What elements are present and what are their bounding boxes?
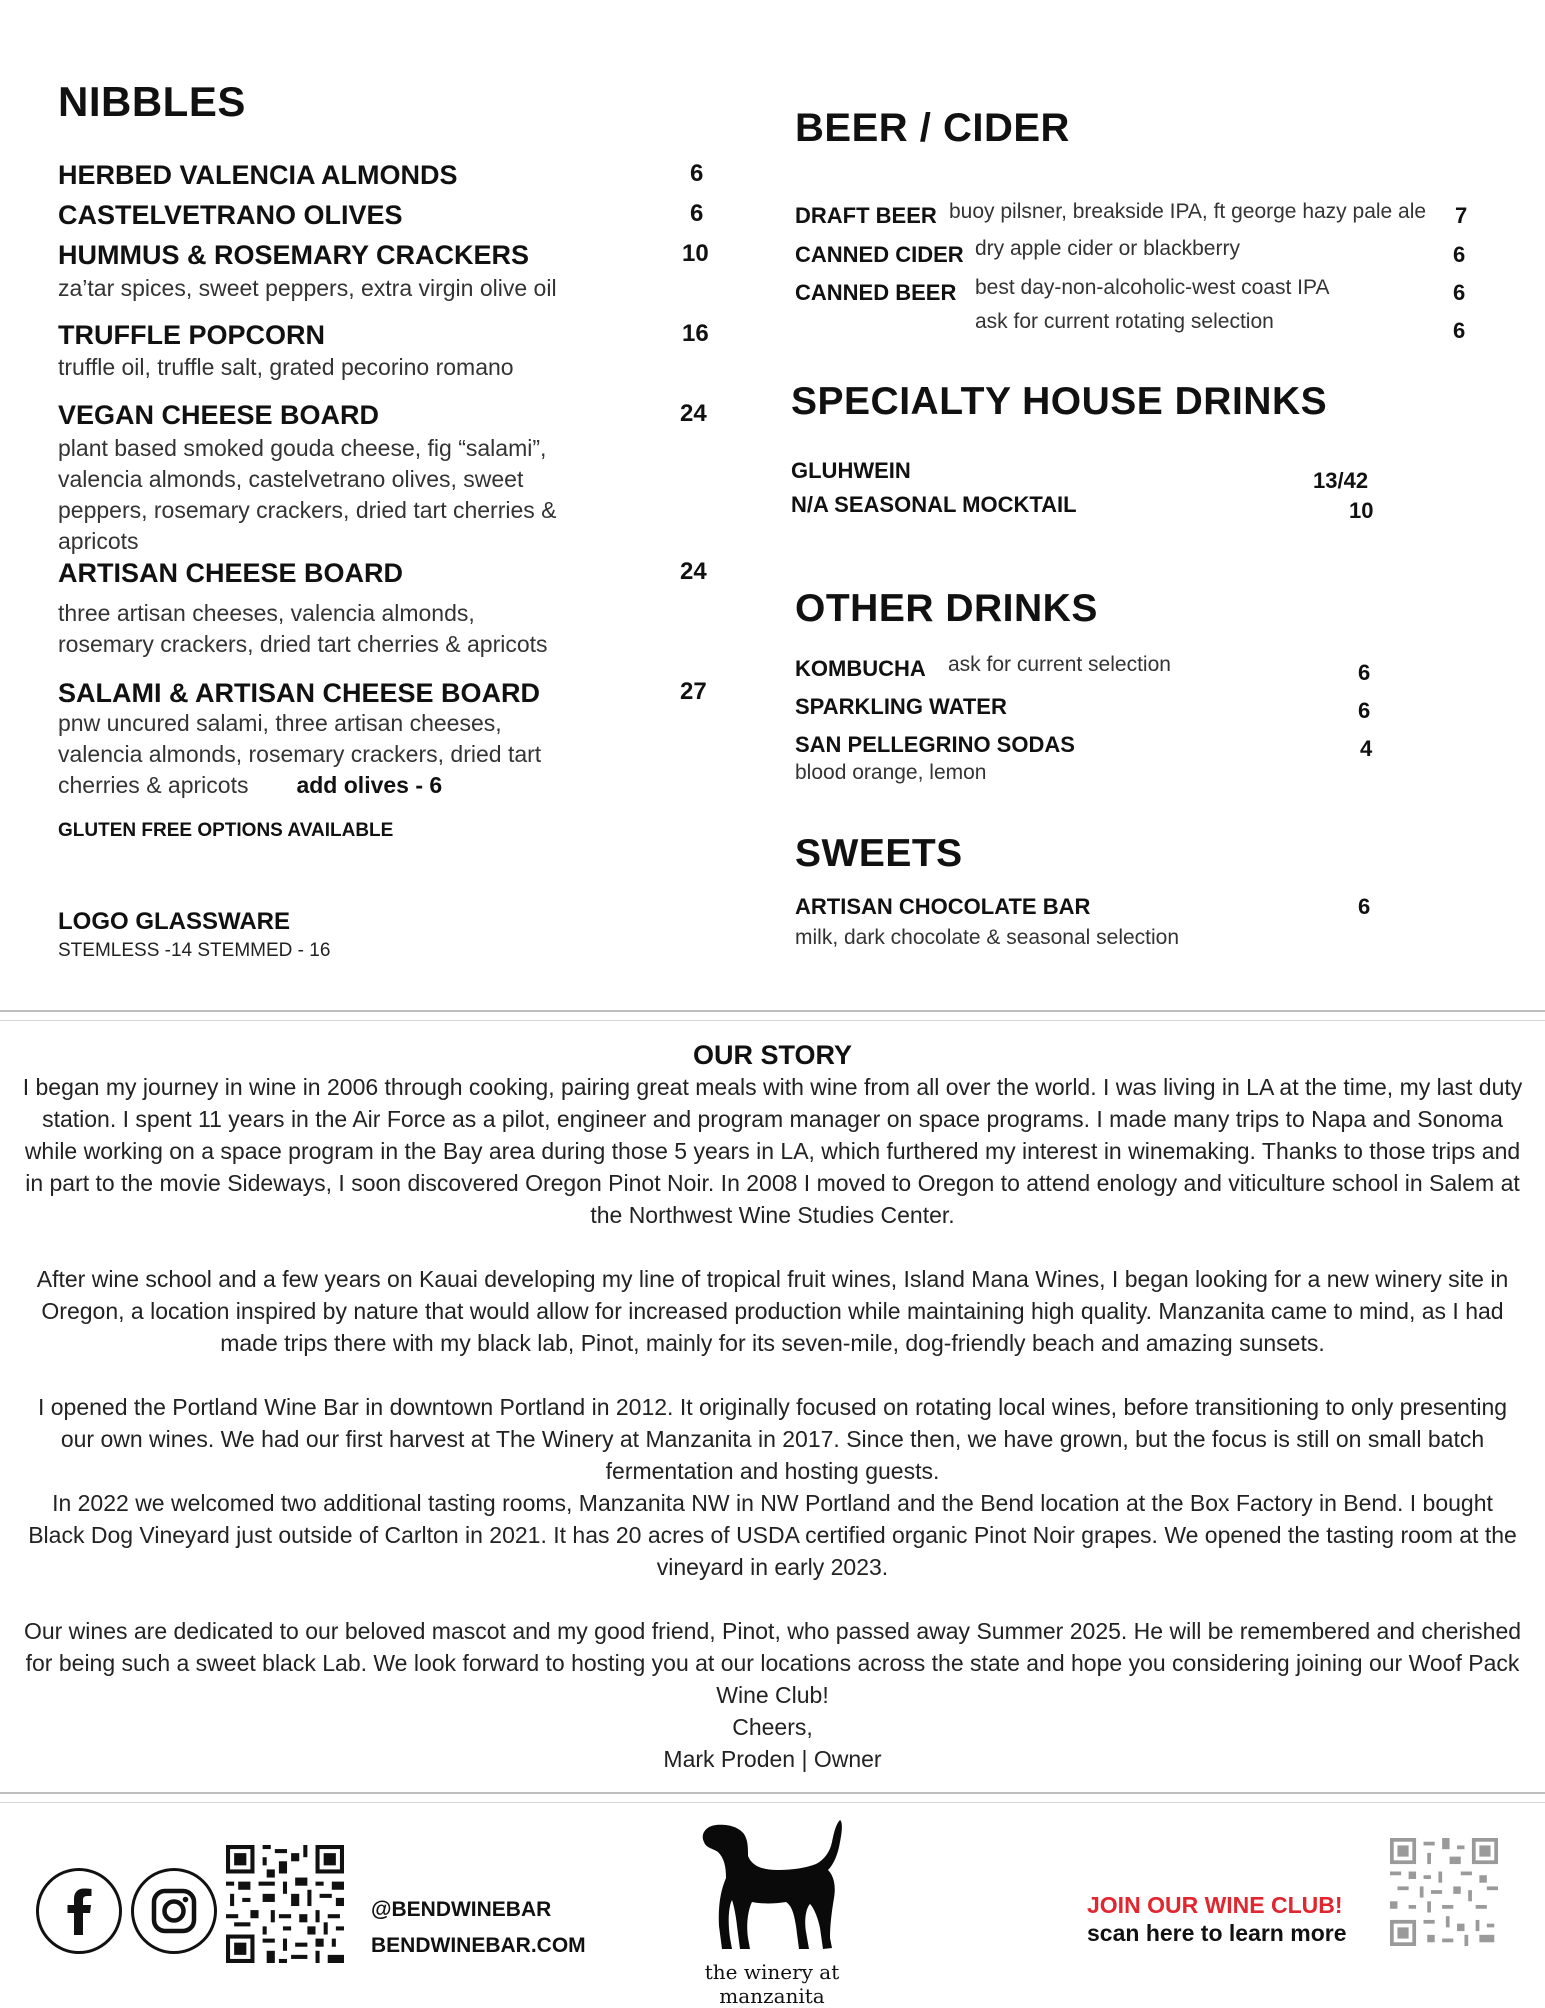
story-title: OUR STORY — [692, 1040, 853, 1070]
drink-price: 6 — [1358, 894, 1371, 919]
drink-price: 4 — [1360, 736, 1373, 761]
story-paragraph: I began my journey in wine in 2006 through cooking, pairing great meals with wine from all over the world. I was living in LA at the time, my last duty station. I spent 11 years in the Air Force as a pilot, engineer and program manager on space programs. I made many trips to Napa and Sonoma while working on a space program in the Bay area during those 5 years in LA, which furthered my interest in winemaking. Thanks to those trips and in part to the movie Sideways, I soon discovered Oregon Pinot Noir. In 2008 I moved to Oregon to attend enology and viticulture school in Salem at the Northwest Wine Studies Center. — [22, 1074, 1523, 1228]
brand-name: the winery at manzanita — [704, 1960, 840, 2008]
section-divider — [0, 1802, 1545, 1803]
drink-price: 6 — [1358, 698, 1371, 723]
story-paragraph: In 2022 we welcomed two additional tasting rooms, Manzanita NW in NW Portland and the Bend location at the Box Factory in Bend. I bought Black Dog Vineyard just outside of Carlton in 2021. It has 20 acres of USDA certified organic Pinot Noir grapes. We opened the tasting room at the vineyard in early 2023. — [28, 1490, 1517, 1580]
story-signature: Mark Proden | Owner — [663, 1746, 882, 1772]
drink-desc: buoy pilsner, breakside IPA, ft george hazy pale ale — [949, 200, 1427, 223]
drink-desc: blood orange, lemon — [795, 761, 987, 784]
section-divider — [0, 1792, 1545, 1794]
story-paragraph: Our wines are dedicated to our beloved mascot and my good friend, Pinot, who passed away Summer 2025. He will be remembered and cherished for being such a sweet black Lab. We look forward to hosting you at our locations across the state and hope you considering joining our Woof Pack Wine Club! — [23, 1618, 1522, 1708]
menu-item-price: 6 — [690, 200, 704, 227]
drink-price: 6 — [1453, 242, 1466, 267]
desc-line: valencia almonds, rosemary crackers, dried tart — [58, 741, 542, 767]
drink-desc: ask for current rotating selection — [975, 310, 1274, 333]
other-title: OTHER DRINKS — [795, 587, 1098, 630]
story-paragraph: After wine school and a few years on Kauai developing my line of tropical fruit wines, Island Mana Wines, I began looking for a new winery site in Oregon, a location inspired by nature that would allow for increased production while maintaining high quality. Manzanita came to mind, as I had made trips there with my black lab, Pinot, mainly for its seven-mile, dog-friendly beach and amazing sunsets. — [36, 1266, 1509, 1356]
drink-name: ARTISAN CHOCOLATE BAR — [795, 894, 1091, 919]
desc-line: plant based smoked gouda cheese, fig “salami”, — [58, 435, 547, 461]
qr-code-icon[interactable] — [226, 1845, 344, 1963]
menu-item-price: 27 — [680, 678, 707, 705]
menu-item-name: CASTELVETRANO OLIVES — [58, 200, 403, 230]
desc-line: peppers, rosemary crackers, dried tart cherries & — [58, 497, 557, 523]
drink-name: CANNED BEER — [795, 280, 957, 305]
desc-line — [58, 770, 541, 801]
social-handle[interactable]: @BENDWINEBAR — [371, 1898, 552, 1921]
drink-desc: ask for current selection — [948, 653, 1171, 676]
drink-name: KOMBUCHA — [795, 656, 926, 681]
glassware-detail: STEMLESS -14 STEMMED - 16 — [58, 940, 331, 961]
menu-item-name: TRUFFLE POPCORN — [58, 320, 325, 350]
sweets-title: SWEETS — [795, 832, 963, 875]
desc-text: cherries & apricots — [58, 772, 249, 798]
menu-item-price: 24 — [680, 400, 707, 427]
menu-item-desc: truffle oil, truffle salt, grated pecorino romano — [58, 354, 514, 380]
specialty-title: SPECIALTY HOUSE DRINKS — [791, 380, 1328, 423]
menu-item-desc — [58, 598, 548, 660]
drink-name: DRAFT BEER — [795, 203, 937, 228]
drink-price: 13/42 — [1313, 468, 1369, 493]
wine-club-title[interactable]: JOIN OUR WINE CLUB! — [1087, 1892, 1343, 1918]
beer-title: BEER / CIDER — [795, 106, 1070, 150]
website-link[interactable]: BENDWINEBAR.COM — [371, 1934, 586, 1957]
desc-line: three artisan cheeses, valencia almonds, — [58, 600, 475, 626]
desc-line: rosemary crackers, dried tart cherries & apricots — [58, 631, 548, 657]
desc-line: apricots — [58, 528, 139, 554]
menu-item-desc: za’tar spices, sweet peppers, extra virgin olive oil — [58, 275, 557, 301]
story-paragraph: I opened the Portland Wine Bar in downtown Portland in 2012. It originally focused on rotating local wines, before transitioning to only presenting our own wines. We had our first harvest at The Winery at Manzanita in 2017. Since then, we have grown, but the focus is still on small batch fermentation and hosting guests. — [37, 1394, 1508, 1484]
menu-item-desc — [58, 433, 557, 557]
section-divider — [0, 1010, 1545, 1012]
drink-desc: dry apple cider or blackberry — [975, 237, 1240, 260]
drink-price: 6 — [1453, 318, 1466, 343]
menu-item-price: 10 — [682, 240, 709, 267]
section-divider — [0, 1020, 1545, 1021]
drink-name: N/A SEASONAL MOCKTAIL — [791, 492, 1077, 517]
drink-name: GLUHWEIN — [791, 458, 911, 483]
gluten-note: GLUTEN FREE OPTIONS AVAILABLE — [58, 820, 394, 841]
menu-item-price: 24 — [680, 558, 707, 585]
nibbles-title: NIBBLES — [58, 78, 246, 125]
glassware-title: LOGO GLASSWARE — [58, 908, 291, 935]
story-closing: Cheers, — [732, 1714, 813, 1740]
wine-club-subtitle: scan here to learn more — [1087, 1920, 1347, 1946]
menu-item-desc — [58, 708, 541, 801]
menu-item-price: 6 — [690, 160, 704, 187]
story-body — [22, 1071, 1523, 1775]
addon-note: add olives - 6 — [296, 772, 443, 798]
drink-price: 7 — [1455, 203, 1468, 228]
menu-item-name: SALAMI & ARTISAN CHEESE BOARD — [58, 678, 541, 708]
menu-item-name: ARTISAN CHEESE BOARD — [58, 558, 404, 588]
drink-price: 10 — [1349, 498, 1374, 523]
drink-price: 6 — [1453, 280, 1466, 305]
instagram-icon[interactable] — [131, 1868, 217, 1954]
desc-line: valencia almonds, castelvetrano olives, sweet — [58, 466, 524, 492]
drink-desc: best day-non-alcoholic-west coast IPA — [975, 276, 1330, 299]
menu-item-name: VEGAN CHEESE BOARD — [58, 400, 380, 430]
drink-desc: milk, dark chocolate & seasonal selection — [795, 926, 1180, 949]
drink-name: SAN PELLEGRINO SODAS — [795, 732, 1075, 757]
desc-line: pnw uncured salami, three artisan cheeses, — [58, 710, 502, 736]
instagram-glyph — [134, 1871, 214, 1951]
wine-club-qr-icon[interactable] — [1390, 1838, 1498, 1946]
facebook-icon[interactable] — [36, 1868, 122, 1954]
drink-price: 6 — [1358, 660, 1371, 685]
drink-name: CANNED CIDER — [795, 242, 964, 267]
dog-logo-icon — [682, 1808, 862, 1958]
menu-item-price: 16 — [682, 320, 709, 347]
facebook-glyph — [39, 1871, 119, 1951]
drink-name: SPARKLING WATER — [795, 694, 1007, 719]
menu-item-name: HUMMUS & ROSEMARY CRACKERS — [58, 240, 530, 270]
menu-item-name: HERBED VALENCIA ALMONDS — [58, 160, 458, 190]
